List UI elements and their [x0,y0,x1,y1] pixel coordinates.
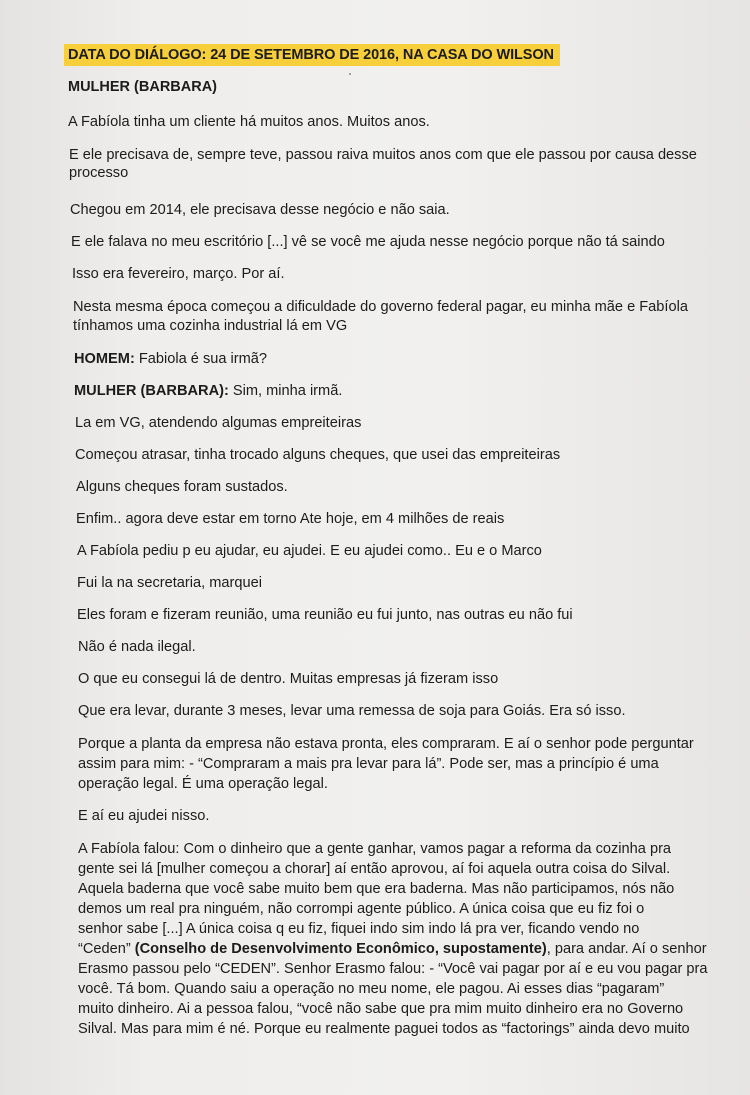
dialog-date-header: DATA DO DIÁLOGO: 24 DE SETEMBRO DE 2016, NA CASA DO WILSON [64,44,560,66]
transcript-line: E ele falava no meu escritório [...] vê se você me ajuda nesse negócio porque não tá saindo [71,234,665,250]
transcript-line: gente sei lá [mulher começou a chorar] aí então aprovou, aí foi aquela outra coisa do Silval. [78,861,671,877]
transcript-line: Chegou em 2014, ele precisava desse negócio e não saia. [70,202,450,218]
transcript-line: A Fabíola pediu p eu ajudar, eu ajudei. E eu ajudei como.. Eu e o Marco [77,543,542,559]
transcript-line: Silval. Mas para mim é né. Porque eu realmente paguei todos as “factorings” ainda devo muito [78,1021,690,1037]
ceden-continuation: , para andar. Aí o senhor [546,941,707,957]
transcript-line: A Fabíola falou: Com o dinheiro que a gente ganhar, vamos pagar a reforma da cozinha pra [78,841,672,857]
transcript-line: processo [69,165,129,181]
speaker-homem-label: HOMEM: [74,351,135,367]
transcript-line: você. Tá bom. Quando saiu a operação no meu nome, ele pagou. Ai esses dias “pagaram” [78,981,665,997]
transcript-line: muito dinheiro. Ai a pessoa falou, “você não sabe que pra mim muito dinheiro era no Governo [78,1001,684,1017]
transcript-line: assim para mim: - “Compraram a mais pra levar para lá”. Pode ser, mas a princípio é uma [78,756,659,772]
transcript-line: Começou atrasar, tinha trocado alguns cheques, que usei das empreiteiras [75,447,561,463]
transcript-line [74,381,720,401]
paper-speck [349,73,351,75]
transcript-line: senhor sabe [...] A única coisa q eu fiz, fiquei indo sim indo lá pra ver, ficando vendo no [78,921,640,937]
speaker-label: MULHER (BARBARA) [68,79,218,95]
transcript-line: Não é nada ilegal. [78,639,196,655]
transcript-line [78,939,720,959]
transcript-line: Nesta mesma época começou a dificuldade do governo federal pagar, eu minha mãe e Fabíola [73,299,688,315]
mulher-answer: Sim, minha irmã. [228,383,343,399]
transcript-line: tínhamos uma cozinha industrial lá em VG [73,318,348,334]
transcript-line: A Fabíola tinha um cliente há muitos anos. Muitos anos. [68,114,430,130]
ceden-term: “Ceden” [78,941,135,957]
transcript-body [0,112,750,1039]
transcript-line: demos um real pra ninguém, não corrompi agente público. A única coisa que eu fiz foi o [78,901,645,917]
ceden-explanation: (Conselho de Desenvolvimento Econômico, supostamente) [134,941,547,957]
transcript-line: Porque a planta da empresa não estava pronta, eles compraram. E aí o senhor pode perguntar [78,736,694,752]
speaker-mulher-label: MULHER (BARBARA): [74,383,229,399]
transcript-line: Eles foram e fizeram reunião, uma reunião eu fui junto, nas outras eu não fui [77,607,573,623]
transcript-line [74,349,720,369]
transcript-line: Fui la na secretaria, marquei [77,575,262,591]
homem-question: Fabiola é sua irmã? [134,351,268,367]
transcript-line: Erasmo passou pelo “CEDEN”. Senhor Erasmo falou: - “Você vai pagar por aí e eu vou pagar pra [78,961,708,977]
transcript-line: Isso era fevereiro, março. Por aí. [72,266,285,282]
transcript-line: Enfim.. agora deve estar em torno Ate hoje, em 4 milhões de reais [76,511,505,527]
transcript-line: operação legal. É uma operação legal. [78,776,328,792]
transcript-line: La em VG, atendendo algumas empreiteiras [75,415,362,431]
transcript-line: E ele precisava de, sempre teve, passou raiva muitos anos com que ele passou por causa desse [69,147,697,163]
transcript-line: O que eu consegui lá de dentro. Muitas empresas já fizeram isso [78,671,499,687]
transcript-line: Aquela baderna que você sabe muito bem que era baderna. Mas não participamos, nós não [78,881,675,897]
transcript-line: Alguns cheques foram sustados. [76,479,288,495]
transcript-line: Que era levar, durante 3 meses, levar uma remessa de soja para Goiás. Era só isso. [78,703,626,719]
transcript-line: E aí eu ajudei nisso. [78,808,210,824]
